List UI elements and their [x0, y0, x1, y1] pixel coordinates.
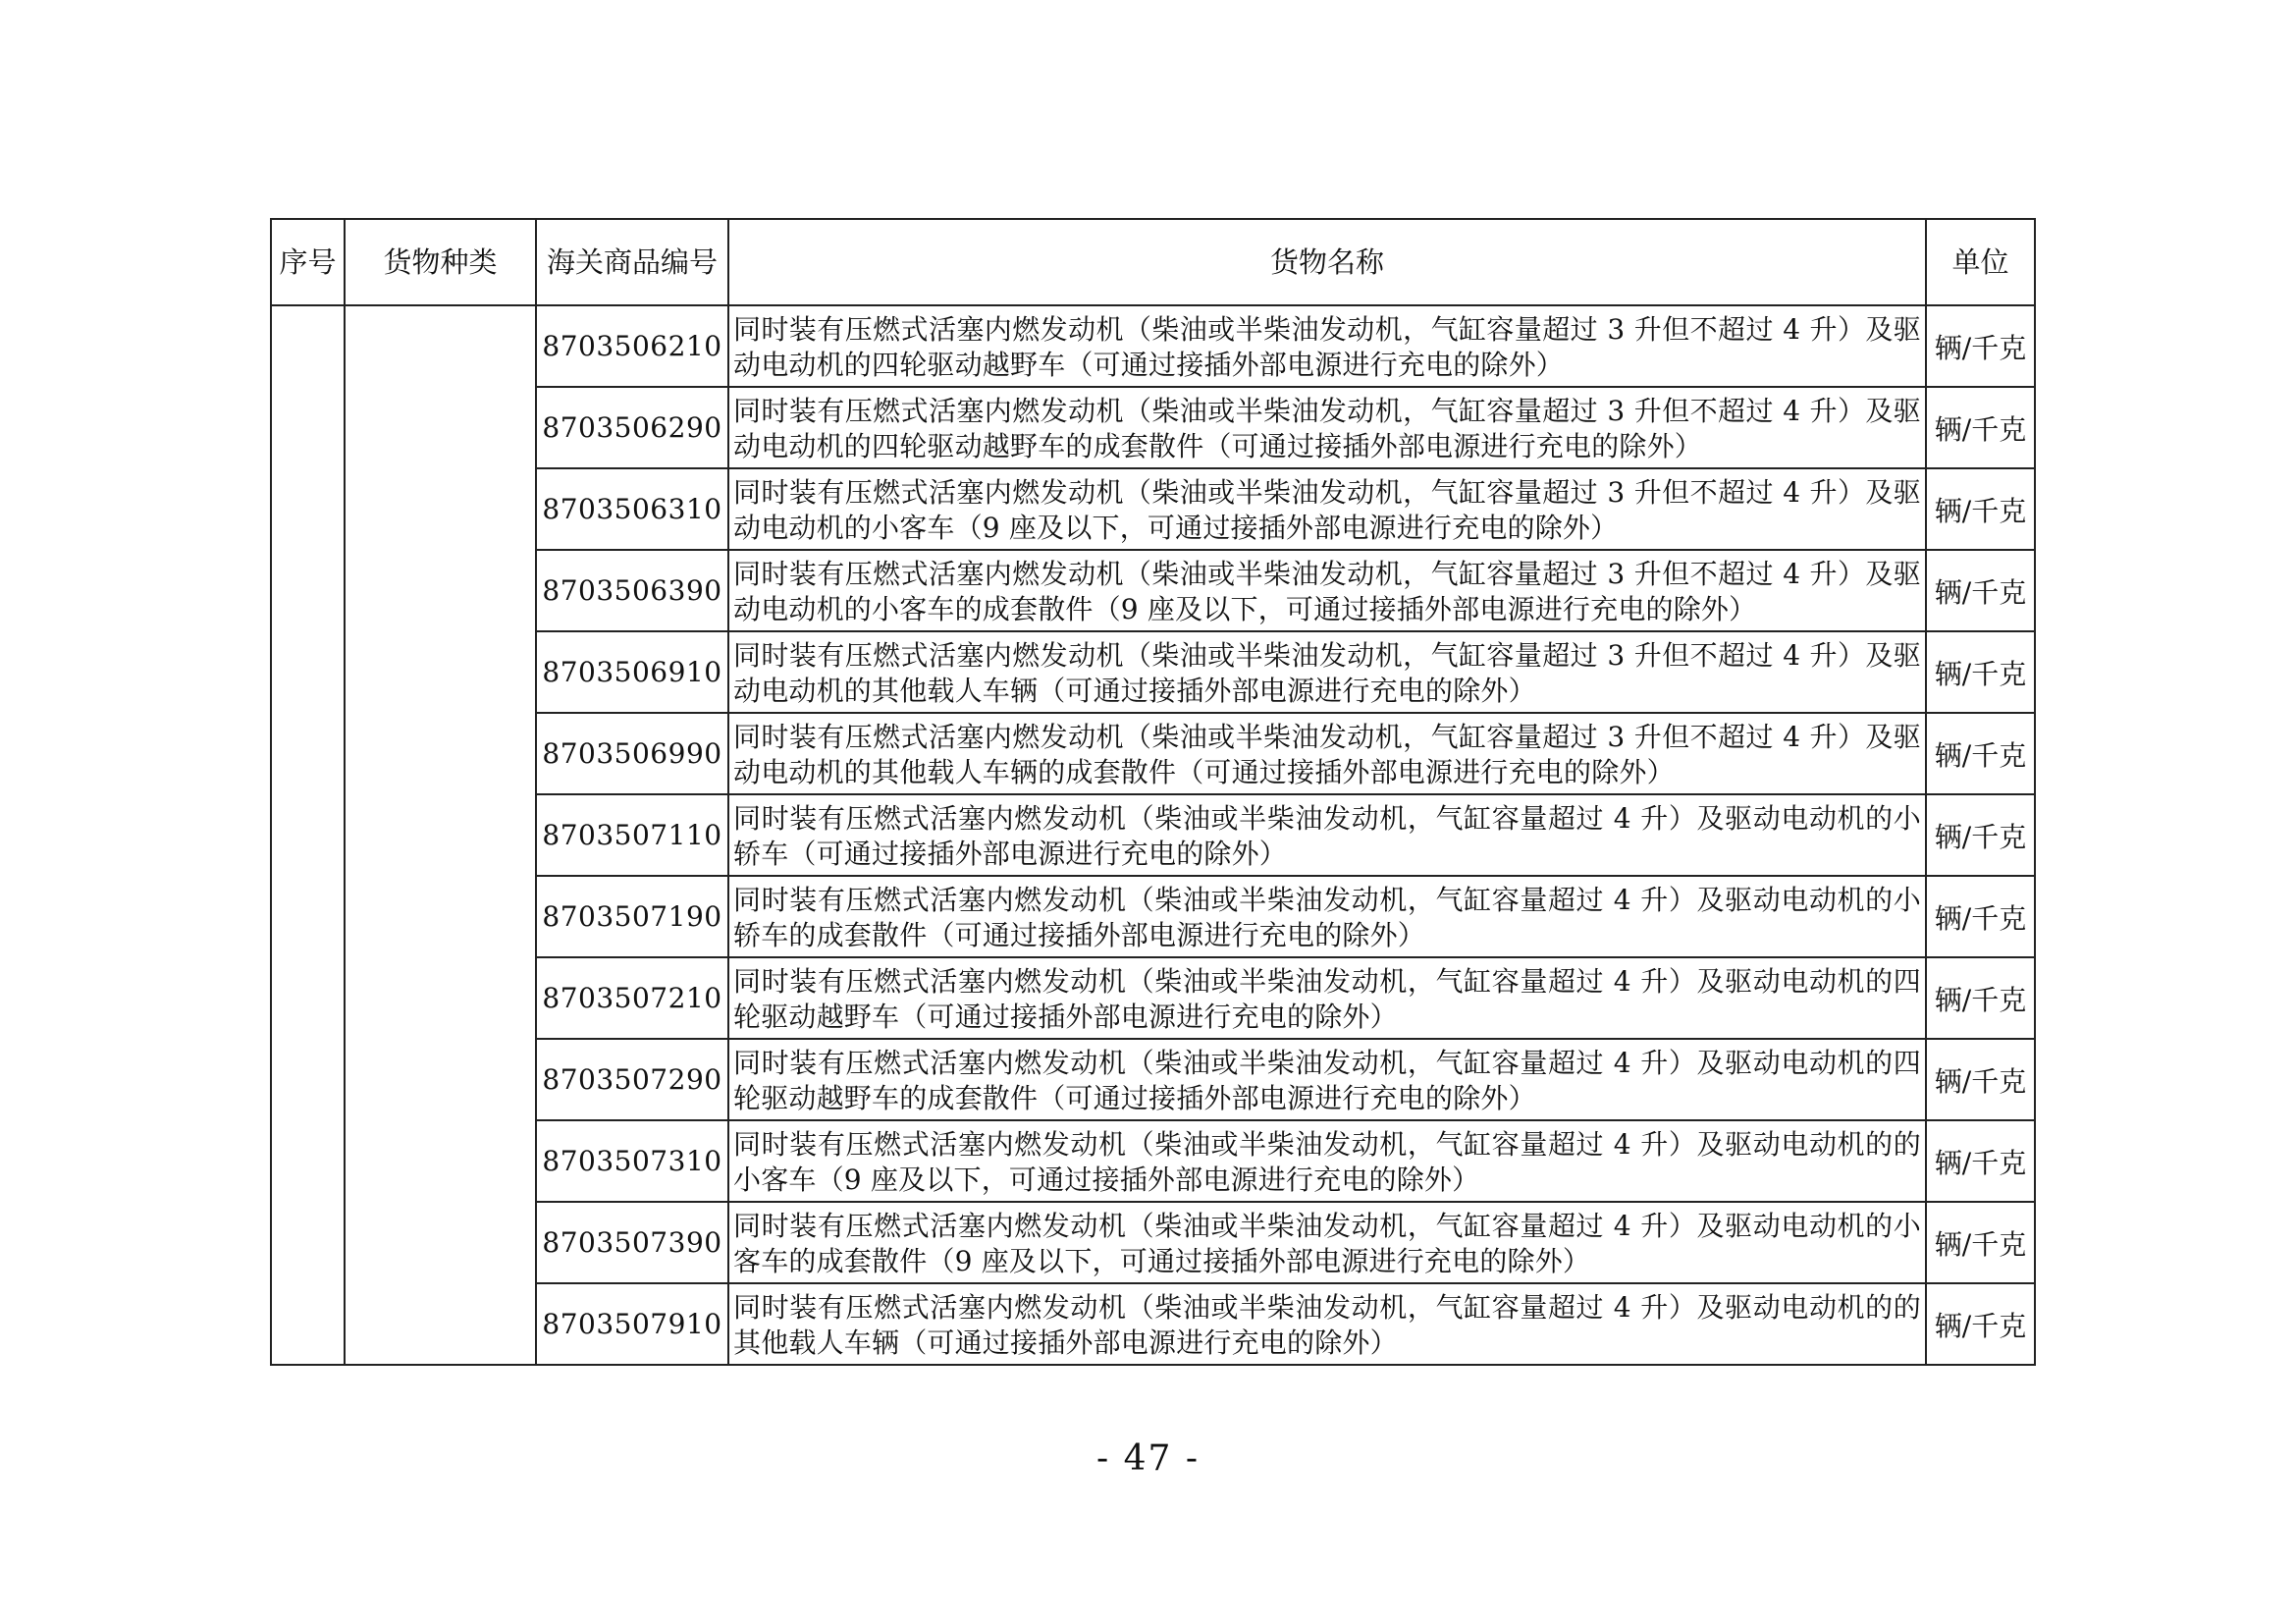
name-cell: 同时装有压燃式活塞内燃发动机（柴油或半柴油发动机，气缸容量超过 4 升）及驱动电动机的四轮驱动越野车（可通过接插外部电源进行充电的除外）: [728, 957, 1926, 1039]
name-cell: 同时装有压燃式活塞内燃发动机（柴油或半柴油发动机，气缸容量超过 3 升但不超过 4 升）及驱动电动机的四轮驱动越野车（可通过接插外部电源进行充电的除外）: [728, 305, 1926, 387]
code-cell: 8703507110: [536, 794, 728, 876]
code-cell: 8703506910: [536, 631, 728, 713]
unit-cell: 辆/千克: [1926, 713, 2035, 794]
table-row: [271, 1039, 2035, 1120]
table-row: [271, 468, 2035, 550]
code-cell: 8703506210: [536, 305, 728, 387]
table-row: [271, 1283, 2035, 1365]
code-cell: 8703506310: [536, 468, 728, 550]
code-cell: 8703507290: [536, 1039, 728, 1120]
name-cell: 同时装有压燃式活塞内燃发动机（柴油或半柴油发动机，气缸容量超过 3 升但不超过 4 升）及驱动电动机的小客车的成套散件（9 座及以下，可通过接插外部电源进行充电的除外）: [728, 550, 1926, 631]
table-row: [271, 305, 2035, 387]
name-cell: 同时装有压燃式活塞内燃发动机（柴油或半柴油发动机，气缸容量超过 4 升）及驱动电动机的小轿车（可通过接插外部电源进行充电的除外）: [728, 794, 1926, 876]
unit-cell: 辆/千克: [1926, 1120, 2035, 1202]
table-row: [271, 550, 2035, 631]
unit-cell: 辆/千克: [1926, 550, 2035, 631]
code-cell: 8703507190: [536, 876, 728, 957]
code-cell: 8703506290: [536, 387, 728, 468]
unit-cell: 辆/千克: [1926, 305, 2035, 387]
goods-table: [270, 218, 2036, 1366]
unit-cell: 辆/千克: [1926, 876, 2035, 957]
unit-cell: 辆/千克: [1926, 794, 2035, 876]
code-cell: 8703506990: [536, 713, 728, 794]
name-cell: 同时装有压燃式活塞内燃发动机（柴油或半柴油发动机，气缸容量超过 3 升但不超过 4 升）及驱动电动机的四轮驱动越野车的成套散件（可通过接插外部电源进行充电的除外）: [728, 387, 1926, 468]
name-cell: 同时装有压燃式活塞内燃发动机（柴油或半柴油发动机，气缸容量超过 4 升）及驱动电动机的的小客车（9 座及以下，可通过接插外部电源进行充电的除外）: [728, 1120, 1926, 1202]
unit-cell: 辆/千克: [1926, 1039, 2035, 1120]
code-cell: 8703507390: [536, 1202, 728, 1283]
table-row: [271, 794, 2035, 876]
table-row: [271, 957, 2035, 1039]
header-row: [271, 219, 2035, 305]
name-cell: 同时装有压燃式活塞内燃发动机（柴油或半柴油发动机，气缸容量超过 4 升）及驱动电动机的小轿车的成套散件（可通过接插外部电源进行充电的除外）: [728, 876, 1926, 957]
code-cell: 8703507210: [536, 957, 728, 1039]
seq-cell: [271, 305, 345, 1365]
unit-cell: 辆/千克: [1926, 1283, 2035, 1365]
unit-cell: 辆/千克: [1926, 1202, 2035, 1283]
table-row: [271, 713, 2035, 794]
unit-cell: 辆/千克: [1926, 387, 2035, 468]
header-name: 货物名称: [728, 219, 1926, 305]
table-row: [271, 1202, 2035, 1283]
table-header: [271, 219, 2035, 305]
page-number: - 47 -: [1095, 1438, 1201, 1479]
name-cell: 同时装有压燃式活塞内燃发动机（柴油或半柴油发动机，气缸容量超过 4 升）及驱动电动机的四轮驱动越野车的成套散件（可通过接插外部电源进行充电的除外）: [728, 1039, 1926, 1120]
table-row: [271, 387, 2035, 468]
table-row: [271, 876, 2035, 957]
table-row: [271, 631, 2035, 713]
table-row: [271, 1120, 2035, 1202]
code-cell: 8703507310: [536, 1120, 728, 1202]
name-cell: 同时装有压燃式活塞内燃发动机（柴油或半柴油发动机，气缸容量超过 3 升但不超过 4 升）及驱动电动机的其他载人车辆（可通过接插外部电源进行充电的除外）: [728, 631, 1926, 713]
name-cell: 同时装有压燃式活塞内燃发动机（柴油或半柴油发动机，气缸容量超过 4 升）及驱动电动机的小客车的成套散件（9 座及以下，可通过接插外部电源进行充电的除外）: [728, 1202, 1926, 1283]
unit-cell: 辆/千克: [1926, 631, 2035, 713]
kind-cell: [345, 305, 536, 1365]
unit-cell: 辆/千克: [1926, 468, 2035, 550]
code-cell: 8703507910: [536, 1283, 728, 1365]
header-code: 海关商品编号: [536, 219, 728, 305]
table-body: [271, 305, 2035, 1365]
name-cell: 同时装有压燃式活塞内燃发动机（柴油或半柴油发动机，气缸容量超过 4 升）及驱动电动机的的其他载人车辆（可通过接插外部电源进行充电的除外）: [728, 1283, 1926, 1365]
unit-cell: 辆/千克: [1926, 957, 2035, 1039]
code-cell: 8703506390: [536, 550, 728, 631]
header-unit: 单位: [1926, 219, 2035, 305]
header-kind: 货物种类: [345, 219, 536, 305]
header-seq: 序号: [271, 219, 345, 305]
name-cell: 同时装有压燃式活塞内燃发动机（柴油或半柴油发动机，气缸容量超过 3 升但不超过 4 升）及驱动电动机的小客车（9 座及以下，可通过接插外部电源进行充电的除外）: [728, 468, 1926, 550]
name-cell: 同时装有压燃式活塞内燃发动机（柴油或半柴油发动机，气缸容量超过 3 升但不超过 4 升）及驱动电动机的其他载人车辆的成套散件（可通过接插外部电源进行充电的除外）: [728, 713, 1926, 794]
